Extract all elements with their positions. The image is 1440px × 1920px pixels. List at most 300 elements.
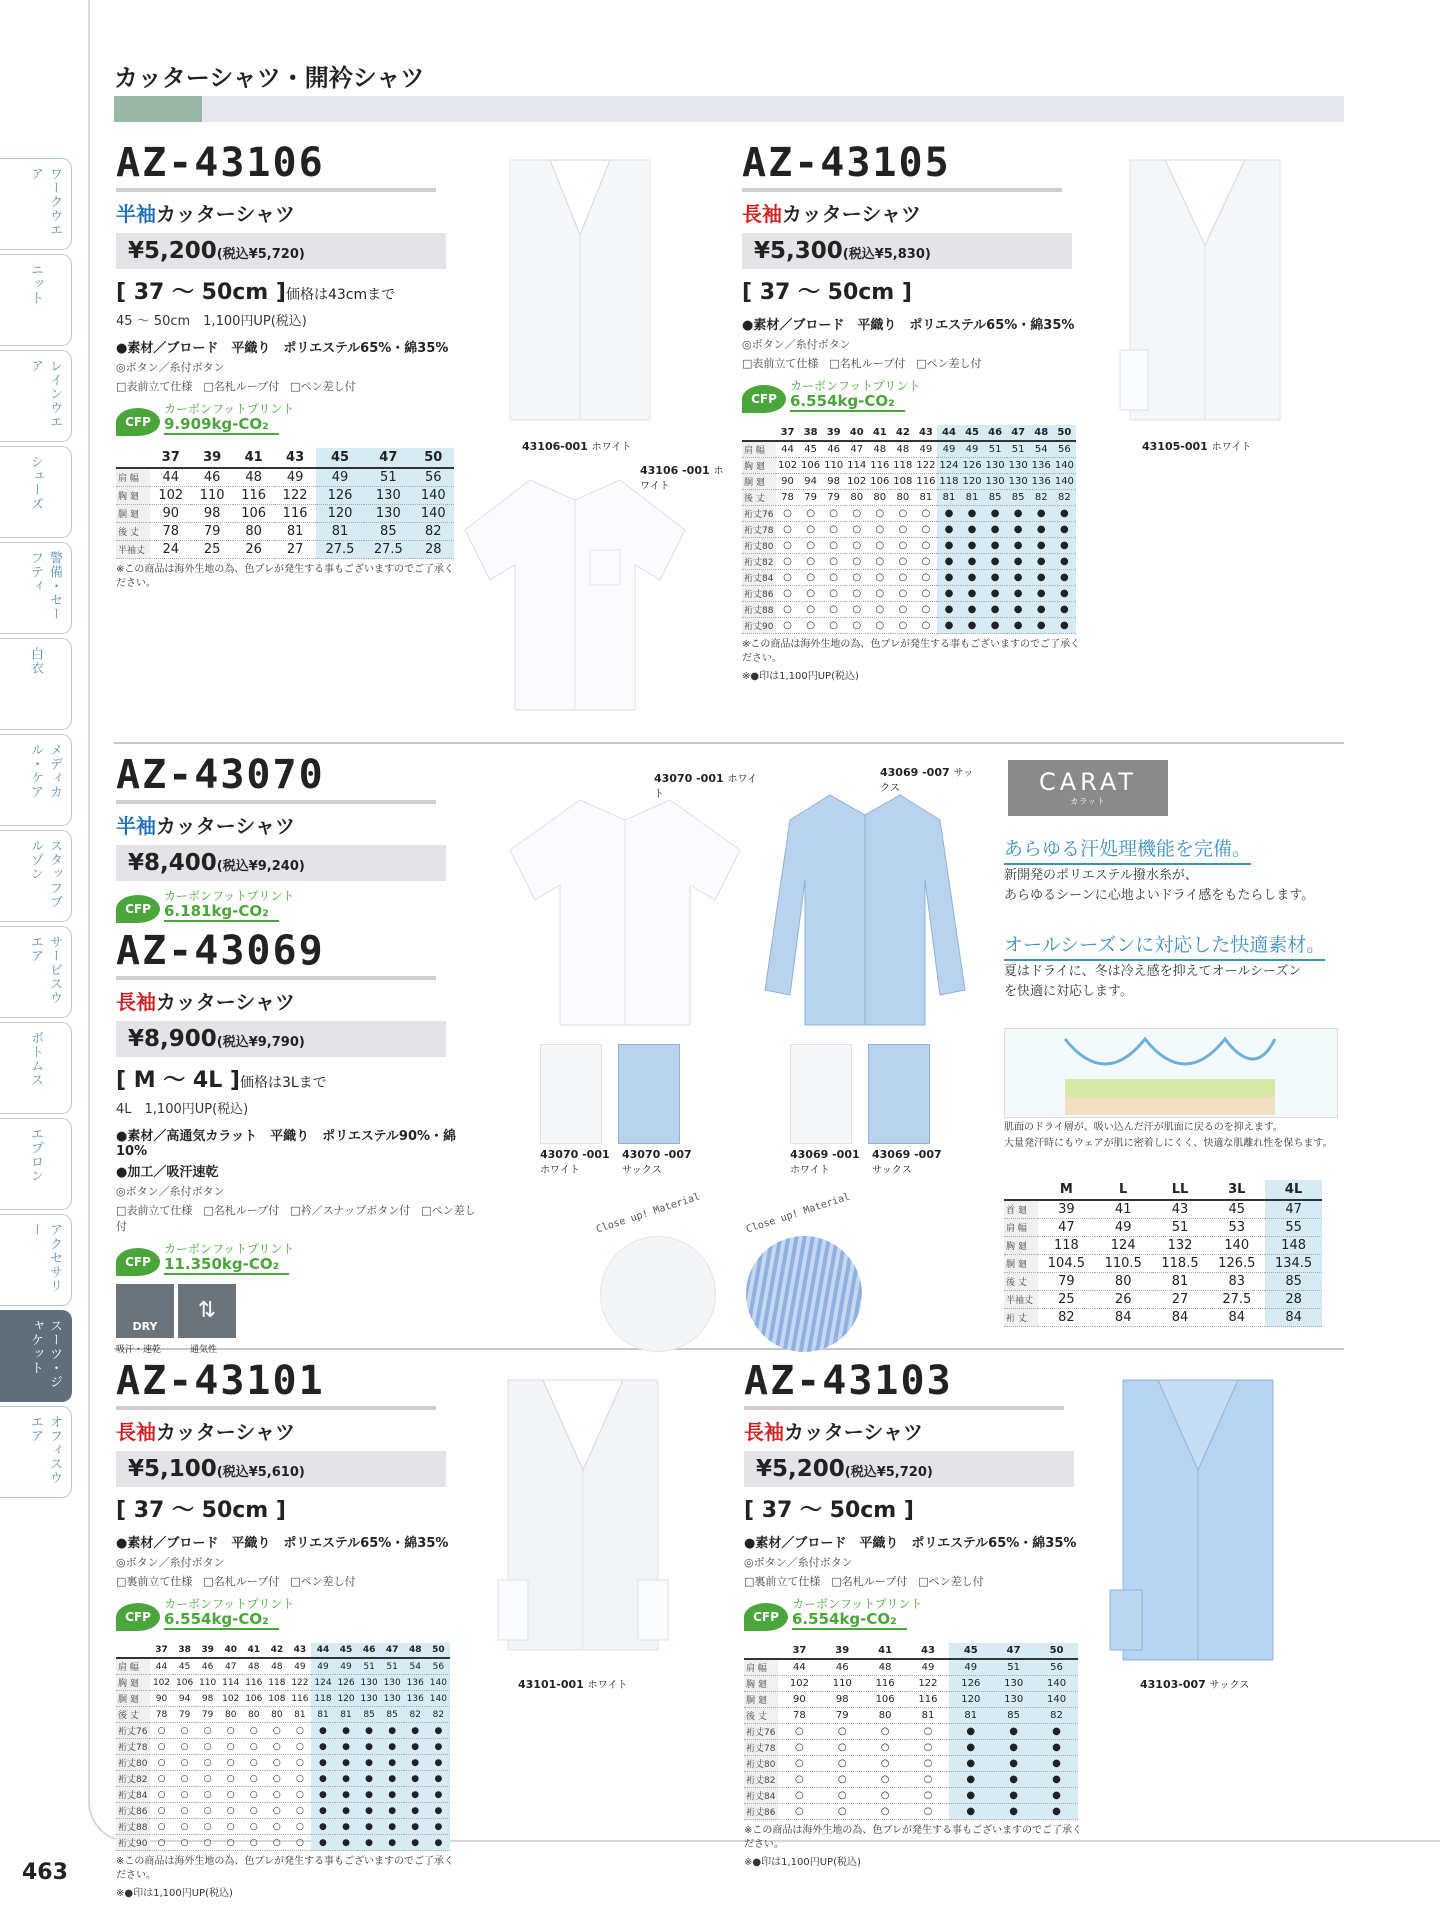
table-row-label: 胴 廻: [116, 1691, 150, 1707]
table-cell: 51: [992, 1659, 1035, 1676]
sidebar-tab-label: レインウエア: [28, 359, 62, 429]
table-cell: 78: [778, 1708, 821, 1724]
table-cell: ○: [799, 602, 822, 618]
sidebar-tab[interactable]: [0, 254, 72, 346]
table-cell: ●: [358, 1803, 381, 1819]
sidebar-tab[interactable]: [0, 638, 72, 730]
table-cell: ○: [265, 1819, 288, 1835]
table-cell: ●: [1007, 522, 1030, 538]
footnote-2: ※●印は1,100円UP(税込): [742, 671, 859, 682]
table-cell: 47: [219, 1658, 242, 1675]
table-cell: 124: [937, 458, 960, 474]
spec-material: ●素材／高通気カラット 平織り ポリエステル90%・綿10%: [116, 1129, 457, 1159]
table-cell: 56: [413, 468, 455, 487]
table-header-cell: 43: [288, 1643, 311, 1658]
price-bar: [742, 233, 1072, 269]
feature-title-2: オールシーズンに対応した快適素材。: [1004, 930, 1325, 961]
sleeve-kind: 半袖: [116, 202, 156, 226]
table-cell: ○: [265, 1835, 288, 1851]
table-cell: 55: [1265, 1219, 1322, 1237]
table-cell: 122: [907, 1676, 950, 1692]
price-bar: [116, 1021, 446, 1057]
price: ¥5,200: [756, 1456, 845, 1482]
table-cell: ●: [992, 1756, 1035, 1772]
sleeve-kind: 半袖: [116, 814, 156, 838]
table-header-cell: 37: [150, 1643, 173, 1658]
table-row-label: 裄丈80: [116, 1755, 150, 1771]
table-cell: 80: [845, 490, 868, 506]
table-cell: ○: [288, 1739, 311, 1755]
table-cell: ●: [381, 1723, 404, 1739]
table-cell: ○: [242, 1819, 265, 1835]
table-cell: 48: [233, 468, 274, 487]
table-cell: 140: [413, 487, 455, 505]
caption-code: 43069 -007: [880, 766, 950, 779]
table-cell: ●: [1030, 586, 1053, 602]
table-cell: ●: [427, 1771, 450, 1787]
thumb-color: サックス: [622, 1165, 662, 1176]
table-cell: ●: [949, 1772, 992, 1788]
fabric-diagram-graphic: [1005, 1029, 1339, 1119]
table-header-cell: [116, 448, 150, 468]
table-cell: ○: [821, 1804, 864, 1820]
table-cell: 85: [381, 1707, 404, 1723]
table-cell: ○: [196, 1787, 219, 1803]
sidebar-tab[interactable]: [0, 830, 72, 922]
table-cell: 49: [274, 468, 315, 487]
table-header-cell: 48: [404, 1643, 427, 1658]
table-cell: 98: [196, 1691, 219, 1707]
table-row: [744, 1740, 1078, 1756]
table-cell: 94: [799, 474, 822, 490]
sidebar-tab-label: スーツ・ジャケット: [28, 1319, 62, 1389]
table-cell: ●: [984, 538, 1007, 554]
cfp-value: 11.350kg-CO₂: [164, 1255, 289, 1275]
caption-43106-1: [522, 438, 631, 453]
product-code: AZ-43070: [116, 752, 325, 798]
table-cell: 124: [1095, 1237, 1152, 1255]
table-cell: 116: [274, 505, 315, 523]
table-header-cell: 50: [427, 1643, 450, 1658]
table-row: [1004, 1200, 1322, 1219]
table-cell: 45: [799, 441, 822, 458]
table-cell: ○: [776, 570, 799, 586]
table-cell: ●: [949, 1788, 992, 1804]
table-cell: 118: [265, 1675, 288, 1691]
table-header-cell: 37: [778, 1643, 821, 1659]
table-cell: 85: [358, 1707, 381, 1723]
table-cell: 81: [949, 1708, 992, 1724]
table-cell: 25: [1038, 1291, 1095, 1309]
table-cell: 45: [173, 1658, 196, 1675]
table-cell: 116: [233, 487, 274, 505]
table-header-cell: 45: [316, 448, 364, 468]
table-cell: 126: [961, 458, 984, 474]
table-cell: 116: [868, 458, 891, 474]
table-row: [744, 1788, 1078, 1804]
table-cell: ●: [358, 1819, 381, 1835]
thumb-code: 43069 -007: [872, 1148, 942, 1161]
table-row: [1004, 1291, 1322, 1309]
product-name: [116, 810, 476, 839]
table-cell: ●: [311, 1835, 334, 1851]
name-text: カッターシャツ: [156, 814, 295, 838]
product-43105: [742, 140, 1082, 684]
table-cell: 120: [316, 505, 364, 523]
table-row: [116, 1707, 450, 1723]
table-cell: ●: [427, 1787, 450, 1803]
name-text: カッターシャツ: [156, 202, 295, 226]
table-cell: 56: [1035, 1659, 1078, 1676]
table-cell: ○: [219, 1755, 242, 1771]
table-cell: ●: [404, 1819, 427, 1835]
sidebar-tab[interactable]: [0, 1022, 72, 1114]
table-header-cell: 3L: [1208, 1180, 1265, 1200]
sidebar-tab-label: メディカル・ケア: [28, 743, 62, 799]
table-cell: 80: [233, 523, 274, 541]
table-cell: ●: [992, 1724, 1035, 1740]
table-cell: ○: [778, 1804, 821, 1820]
table-row-label: 胴 廻: [1004, 1255, 1038, 1273]
sidebar-tab[interactable]: [0, 350, 72, 442]
table-row: [1004, 1309, 1322, 1327]
table-header-row: [742, 425, 1076, 441]
table-cell: ●: [381, 1803, 404, 1819]
table-header-row: [116, 1643, 450, 1658]
table-cell: ○: [778, 1788, 821, 1804]
price: ¥5,300: [754, 238, 843, 264]
spec-material: ●素材／ブロード 平織り ポリエステル65%・綿35%: [116, 341, 449, 356]
table-cell: ○: [173, 1835, 196, 1851]
table-cell: 130: [381, 1691, 404, 1707]
table-cell: ○: [150, 1835, 173, 1851]
table-cell: ○: [822, 570, 845, 586]
table-header-cell: 43: [274, 448, 315, 468]
table-header-cell: [742, 425, 776, 441]
sidebar-tab[interactable]: [0, 446, 72, 538]
table-row: [116, 1803, 450, 1819]
sidebar-tab-label: ニット: [28, 263, 43, 305]
section-title: カッターシャツ・開衿シャツ: [114, 64, 425, 92]
table-cell: ●: [358, 1739, 381, 1755]
thumb-code: 43070 -001: [540, 1148, 610, 1161]
table-cell: 82: [413, 523, 455, 541]
table-cell: ○: [891, 554, 914, 570]
table-cell: ○: [821, 1772, 864, 1788]
table-header-row: [116, 448, 454, 468]
table-cell: 81: [316, 523, 364, 541]
cfp-label: カーボンフットプリント: [790, 379, 921, 393]
table-cell: ●: [381, 1755, 404, 1771]
table-cell: 80: [864, 1708, 907, 1724]
code-underline: [116, 976, 436, 980]
size-range: [ 37 ～ 50cm ]: [744, 1498, 914, 1523]
thumb-caption-2: [790, 1148, 864, 1176]
table-cell: ○: [150, 1723, 173, 1739]
table-header-cell: 50: [1053, 425, 1076, 441]
table-cell: 116: [242, 1675, 265, 1691]
table-cell: ○: [868, 554, 891, 570]
table-cell: 118: [937, 474, 960, 490]
table-cell: ○: [150, 1803, 173, 1819]
table-cell: ○: [778, 1756, 821, 1772]
table-cell: 104.5: [1038, 1255, 1095, 1273]
table-cell: 130: [364, 505, 412, 523]
table-cell: 49: [1095, 1219, 1152, 1237]
table-cell: ○: [799, 586, 822, 602]
table-row-label: 胸 廻: [1004, 1237, 1038, 1255]
table-cell: 130: [992, 1676, 1035, 1692]
table-cell: 118.5: [1152, 1255, 1209, 1273]
table-cell: 54: [1030, 441, 1053, 458]
table-cell: ●: [984, 506, 1007, 522]
table-cell: ○: [868, 538, 891, 554]
table-row: [1004, 1237, 1322, 1255]
caption-43103: [1140, 1676, 1249, 1691]
table-cell: ●: [311, 1787, 334, 1803]
table-cell: 79: [822, 490, 845, 506]
table-cell: ●: [404, 1723, 427, 1739]
shirt-image-43101: [488, 1370, 678, 1660]
table-cell: 102: [845, 474, 868, 490]
table-cell: ●: [381, 1739, 404, 1755]
table-cell: 84: [1208, 1309, 1265, 1327]
table-cell: ○: [288, 1755, 311, 1771]
table-cell: 56: [1053, 441, 1076, 458]
table-row: [744, 1659, 1078, 1676]
table-cell: ●: [961, 586, 984, 602]
shirt-image-43106-short: [460, 470, 690, 720]
table-row: [742, 522, 1076, 538]
table-cell: 79: [1038, 1273, 1095, 1291]
sleeve-kind: 長袖: [742, 202, 782, 226]
cfp-badge-icon: CFP: [116, 408, 160, 436]
table-cell: ○: [799, 538, 822, 554]
fabric-diagram: [1004, 1028, 1338, 1118]
thumb-color: サックス: [872, 1165, 912, 1176]
table-header-cell: 43: [907, 1643, 950, 1659]
spec-options: □表前立て仕様 □名札ループ付 □衿／スナップボタン付 □ペン差し付: [116, 1204, 476, 1233]
dry-icon-label: 吸汗・速乾: [116, 1345, 162, 1355]
table-cell: ●: [381, 1819, 404, 1835]
table-cell: 140: [1035, 1676, 1078, 1692]
sidebar-tab-label: エプロン: [28, 1127, 43, 1183]
table-cell: 130: [1007, 474, 1030, 490]
size-table: [742, 425, 1076, 634]
sidebar-tab[interactable]: [0, 1310, 72, 1402]
table-header-cell: 47: [364, 448, 412, 468]
table-cell: 26: [233, 541, 274, 559]
table-cell: ●: [381, 1771, 404, 1787]
table-cell: ○: [907, 1804, 950, 1820]
table-row-label: 裄丈86: [116, 1803, 150, 1819]
table-cell: 140: [413, 505, 455, 523]
table-header-cell: 47: [992, 1643, 1035, 1659]
table-cell: ●: [358, 1771, 381, 1787]
table-row: [1004, 1219, 1322, 1237]
caption-color: サックス: [880, 768, 974, 794]
table-header-cell: 38: [173, 1643, 196, 1658]
table-cell: 81: [907, 1708, 950, 1724]
table-cell: 79: [191, 523, 232, 541]
table-header-cell: 48: [1030, 425, 1053, 441]
table-cell: 27: [274, 541, 315, 559]
table-row: [742, 474, 1076, 490]
table-cell: ●: [358, 1835, 381, 1851]
cfp: [116, 887, 476, 925]
sidebar-tab[interactable]: [0, 1214, 72, 1306]
table-cell: ○: [173, 1819, 196, 1835]
table-cell: ○: [868, 618, 891, 634]
table-cell: 90: [776, 474, 799, 490]
table-cell: ○: [891, 538, 914, 554]
footnote: ※この商品は海外生地の為、色ブレが発生する事もございますのでご了承ください。: [744, 1825, 1082, 1850]
divider-1: [114, 742, 1344, 744]
table-row-label: 裄丈82: [744, 1772, 778, 1788]
table-cell: ○: [845, 538, 868, 554]
table-cell: ●: [1053, 522, 1076, 538]
table-cell: 26: [1095, 1291, 1152, 1309]
table-row-label: 裄丈82: [742, 554, 776, 570]
sidebar-tab[interactable]: [0, 926, 72, 1018]
sidebar-tab[interactable]: [0, 542, 72, 634]
feature-body-2: [1004, 962, 1301, 1002]
table-row: [116, 487, 454, 505]
table-cell: ○: [150, 1771, 173, 1787]
table-cell: ○: [778, 1740, 821, 1756]
table-cell: 39: [1038, 1200, 1095, 1219]
table-cell: 98: [822, 474, 845, 490]
table-cell: 49: [311, 1658, 334, 1675]
table-header-cell: 45: [949, 1643, 992, 1659]
table-cell: 140: [1035, 1692, 1078, 1708]
table-row: [116, 468, 454, 487]
sidebar-tab[interactable]: [0, 1118, 72, 1210]
cfp: [116, 400, 456, 438]
table-row: [116, 1755, 450, 1771]
table-cell: ●: [937, 522, 960, 538]
table-row: [116, 541, 454, 559]
sidebar-tab[interactable]: [0, 734, 72, 826]
table-cell: ○: [864, 1772, 907, 1788]
table-cell: 116: [288, 1691, 311, 1707]
caption-color: サックス: [1209, 1680, 1250, 1691]
table-cell: 44: [776, 441, 799, 458]
footnote: ※この商品は海外生地の為、色ブレが発生する事もございますのでご了承ください。: [742, 639, 1080, 664]
table-cell: ●: [961, 522, 984, 538]
table-cell: ○: [821, 1724, 864, 1740]
table-cell: 140: [1053, 474, 1076, 490]
price-tax: (税込¥5,610): [216, 1465, 305, 1480]
code-underline: [116, 1406, 436, 1410]
table-cell: 102: [150, 1675, 173, 1691]
product-name: [742, 198, 1082, 227]
sidebar-tab[interactable]: [0, 1406, 72, 1498]
table-row: [742, 490, 1076, 506]
table-cell: ○: [196, 1723, 219, 1739]
table-cell: ●: [335, 1835, 358, 1851]
table-cell: ○: [845, 618, 868, 634]
table-cell: 85: [984, 490, 1007, 506]
feature-body-2b: を快適に対応します。: [1004, 984, 1133, 999]
table-cell: ○: [265, 1723, 288, 1739]
table-cell: 44: [150, 468, 191, 487]
spec-material: ●素材／ブロード 平織り ポリエステル65%・綿35%: [742, 318, 1075, 333]
product-name: [116, 986, 476, 1015]
table-cell: ●: [937, 538, 960, 554]
caption-code: 43070 -001: [654, 772, 724, 785]
table-cell: ○: [914, 506, 937, 522]
table-cell: ○: [219, 1787, 242, 1803]
table-header-cell: 44: [937, 425, 960, 441]
table-cell: 118: [311, 1691, 334, 1707]
code-underline: [744, 1406, 1064, 1410]
cfp-label: カーボンフットプリント: [164, 1242, 295, 1256]
table-cell: 94: [173, 1691, 196, 1707]
table-cell: ○: [776, 586, 799, 602]
table-cell: ○: [891, 506, 914, 522]
table-cell: 130: [1007, 458, 1030, 474]
sidebar-tab[interactable]: [0, 158, 72, 250]
table-row: [116, 1723, 450, 1739]
table-cell: 116: [914, 474, 937, 490]
table-cell: ○: [914, 602, 937, 618]
feature-body-1a: 新開発のポリエステル撥水糸が、: [1004, 868, 1198, 883]
name-text: カッターシャツ: [782, 202, 921, 226]
table-cell: 80: [891, 490, 914, 506]
table-cell: 81: [961, 490, 984, 506]
table-row-label: 後 丈: [742, 490, 776, 506]
spec-options: □表前立て仕様 □名札ループ付 □ペン差し付: [116, 380, 356, 393]
code-underline: [116, 800, 436, 804]
sidebar-tab-label: 白衣: [28, 647, 43, 675]
dry-icon: [116, 1284, 174, 1338]
cfp-badge-icon: CFP: [744, 1603, 788, 1631]
table-cell: 106: [233, 505, 274, 523]
table-row: [116, 1787, 450, 1803]
table-cell: 51: [1152, 1219, 1209, 1237]
table-cell: 106: [868, 474, 891, 490]
shirt-image-43070: [500, 790, 750, 1030]
table-cell: ●: [984, 554, 1007, 570]
table-cell: ○: [822, 538, 845, 554]
table-cell: ●: [992, 1788, 1035, 1804]
table-cell: 118: [891, 458, 914, 474]
table-cell: 78: [150, 523, 191, 541]
thumb-1: [618, 1044, 680, 1144]
table-cell: ○: [196, 1819, 219, 1835]
cfp-value: 9.909kg-CO₂: [164, 415, 279, 435]
table-cell: ●: [949, 1756, 992, 1772]
table-cell: 110: [196, 1675, 219, 1691]
table-row-label: 裄丈90: [742, 618, 776, 634]
table-cell: ○: [173, 1771, 196, 1787]
table-cell: ●: [937, 570, 960, 586]
shirt-image-43105: [1110, 150, 1300, 430]
table-cell: 81: [914, 490, 937, 506]
table-cell: 114: [845, 458, 868, 474]
table-cell: ●: [1007, 554, 1030, 570]
caption-code: 43103-007: [1140, 1678, 1206, 1691]
table-cell: ●: [335, 1787, 358, 1803]
table-header-cell: 47: [1007, 425, 1030, 441]
table-cell: ○: [845, 522, 868, 538]
table-header-cell: 45: [335, 1643, 358, 1658]
table-cell: ●: [335, 1755, 358, 1771]
table-cell: 51: [358, 1658, 381, 1675]
table-cell: ●: [1035, 1804, 1078, 1820]
table-cell: ○: [891, 602, 914, 618]
